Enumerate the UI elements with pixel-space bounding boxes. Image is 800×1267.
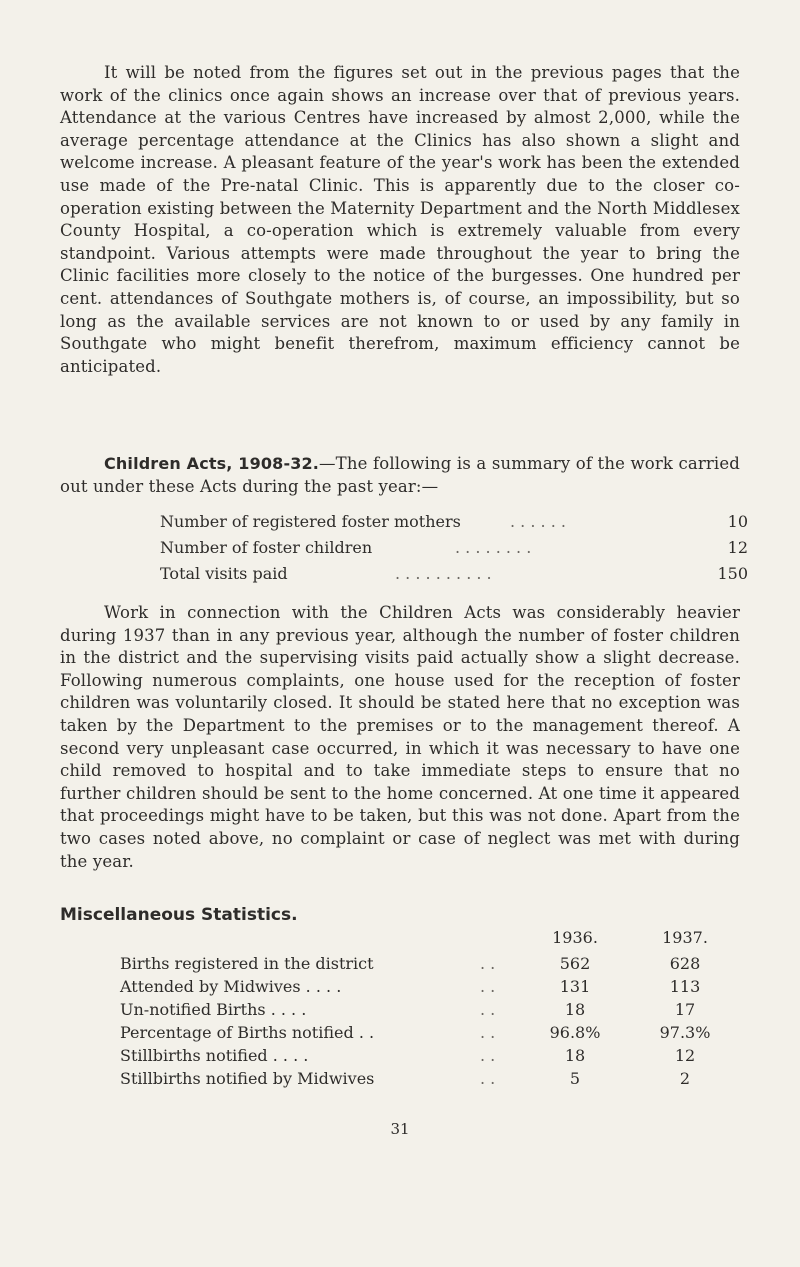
misc-row-percentage-notified — [0, 1023, 800, 1045]
children-acts-intro-text: —The following is a summary of the work carried out under these Acts during the past year:— — [60, 454, 740, 496]
misc-statistics-heading: Miscellaneous Statistics. — [60, 905, 298, 925]
children-acts-heading: Children Acts, 1908-32. — [104, 454, 320, 473]
misc-value-1936: 18 — [564, 1046, 586, 1065]
misc-dots: . . — [480, 1023, 496, 1042]
misc-label: Stillbirths notified by Midwives — [120, 1069, 375, 1088]
misc-dots: . . — [480, 1069, 496, 1088]
misc-dots: . . — [480, 1000, 496, 1019]
summary-value: 10 — [727, 512, 748, 531]
misc-value-1937: 113 — [669, 977, 701, 996]
misc-value-1937: 97.3% — [659, 1023, 711, 1042]
misc-value-1936: 562 — [559, 954, 591, 973]
misc-dots: . . — [480, 1046, 496, 1065]
misc-col-1937: 1937. — [662, 928, 708, 947]
misc-row-births-registered — [0, 954, 800, 976]
misc-dots: . . — [480, 977, 496, 996]
misc-row-midwives — [0, 977, 800, 999]
summary-label: Number of foster children — [160, 538, 373, 557]
misc-value-1937: 12 — [674, 1046, 696, 1065]
summary-row-foster-children — [0, 538, 800, 560]
paragraph-children-acts-intro — [60, 453, 740, 498]
misc-row-stillbirths-midwives — [0, 1069, 800, 1091]
misc-value-1936: 131 — [559, 977, 591, 996]
misc-value-1936: 18 — [564, 1000, 586, 1019]
misc-row-stillbirths — [0, 1046, 800, 1068]
misc-label: Attended by Midwives . . . . — [120, 977, 342, 996]
summary-value: 150 — [717, 564, 748, 583]
misc-value-1937: 628 — [669, 954, 701, 973]
summary-value: 12 — [727, 538, 748, 557]
misc-row-unnotified — [0, 1000, 800, 1022]
summary-row-foster-mothers — [0, 512, 800, 534]
misc-value-1937: 2 — [679, 1069, 691, 1088]
summary-label: Number of registered foster mothers — [160, 512, 461, 531]
misc-label: Percentage of Births notified . . — [120, 1023, 375, 1042]
misc-header-row — [0, 928, 800, 950]
summary-dots: . . . . . . . . . . — [395, 564, 492, 583]
misc-label: Un-notified Births . . . . — [120, 1000, 307, 1019]
misc-value-1936: 96.8% — [549, 1023, 601, 1042]
summary-dots: . . . . . . . . — [455, 538, 532, 557]
paragraph-children-acts-work: Work in connection with the Children Acts was considerably heavier during 1937 than in any previous year, although the number of foster children in the district and the supervising visits paid actually show a slight decrease. Following numerous complaints, one house used for the reception of foster children was voluntarily closed. It should be stated here that no exception was taken by the Department to the premises or to the management thereof. A second very unpleasant case occurred, in which it was necessary to have one child removed to hospital and to take immediate steps to ensure that no further children should be sent to the home concerned. At one time it appeared that proceedings might have to be taken, but this was not done. Apart from the two cases noted above, no complaint or case of neglect was met with during the year. — [60, 603, 740, 871]
summary-dots: . . . . . . — [510, 512, 566, 531]
page-number: 31 — [390, 1120, 410, 1138]
misc-dots: . . — [480, 954, 496, 973]
misc-label: Stillbirths notified . . . . — [120, 1046, 309, 1065]
paragraph-clinics: It will be noted from the figures set out in the previous pages that the work of the clinics once again shows an increase over that of previous years. Attendance at the various Centres have increased by almost 2,000, while the average percentage attendance at the Clinics has also shown a slight and welcome increase. A pleasant feature of the year's work has been the extended use made of the Pre-natal Clinic. This is apparently due to the closer co-operation existing between the Maternity Department and the North Middlesex County Hospital, a co-operation which is extremely valuable from every standpoint. Various attempts were made throughout the year to bring the Clinic facilities more closely to the notice of the burgesses. One hundred per cent. attendances of Southgate mothers is, of course, an impossibility, but so long as the available services are not known to or used by any family in Southgate who might benefit therefrom, maximum efficiency cannot be anticipated. — [60, 63, 740, 376]
misc-label: Births registered in the district — [120, 954, 374, 973]
misc-value-1936: 5 — [569, 1069, 581, 1088]
summary-row-total-visits — [0, 564, 800, 586]
misc-value-1937: 17 — [674, 1000, 696, 1019]
summary-label: Total visits paid — [160, 564, 288, 583]
misc-col-1936: 1936. — [552, 928, 598, 947]
